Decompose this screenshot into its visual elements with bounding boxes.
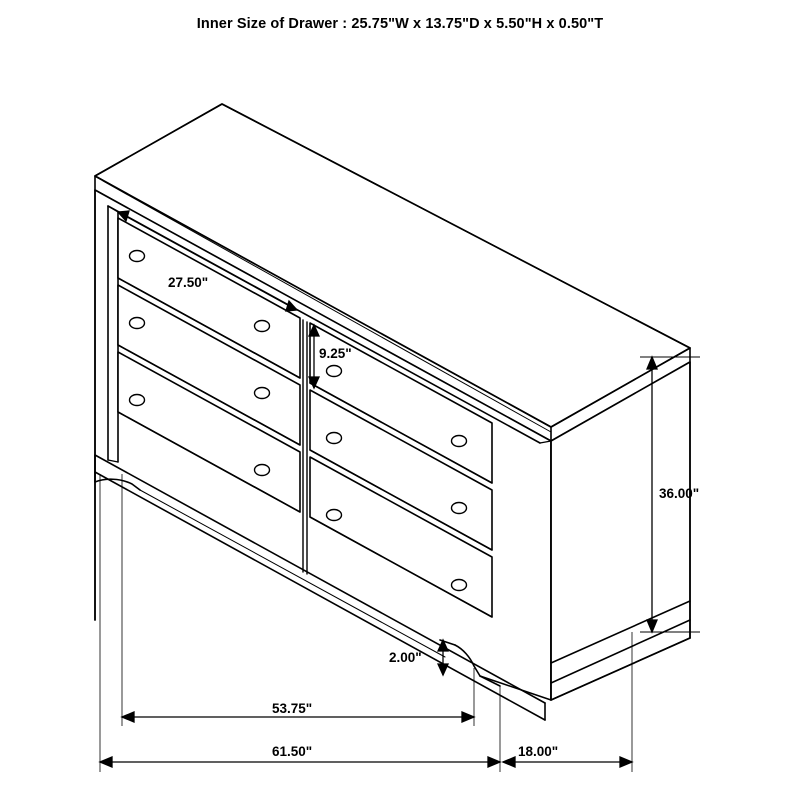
- label-cabinet-width: 53.75": [272, 701, 313, 716]
- label-base-clearance: 2.00": [389, 650, 422, 665]
- page-title: Inner Size of Drawer : 25.75"W x 13.75"D x 5.50"H x 0.50"T: [196, 16, 604, 32]
- label-overall-width: 61.50": [272, 744, 313, 759]
- label-drawer-height: 9.25": [319, 346, 352, 361]
- label-total-height: 36.00": [659, 486, 700, 501]
- label-depth: 18.00": [518, 744, 559, 759]
- label-drawer-width: 27.50": [168, 275, 209, 290]
